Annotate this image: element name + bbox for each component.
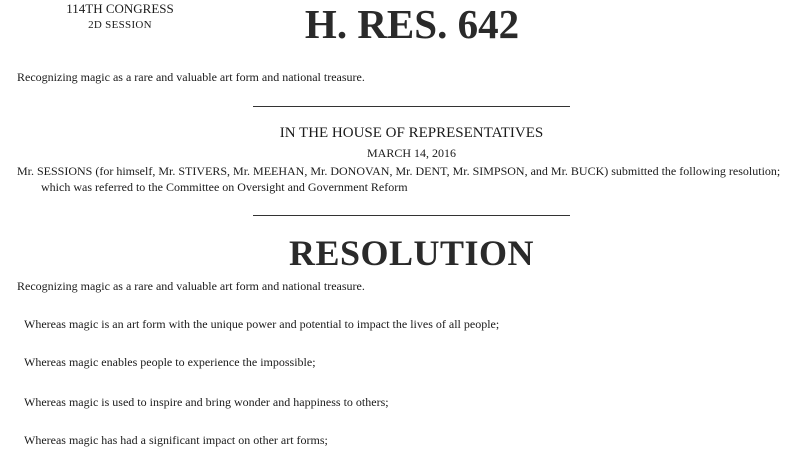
whereas-clause: Whereas magic enables people to experience the impossible; <box>24 355 316 369</box>
whereas-clause: Whereas magic is an art form with the unique power and potential to impact the lives of all people; <box>24 317 500 331</box>
resolution-purpose: Recognizing magic as a rare and valuable art form and national treasure. <box>17 279 365 293</box>
congress-number: 114TH CONGRESS <box>66 1 174 16</box>
bill-number: H. RES. 642 <box>304 1 520 47</box>
whereas-clause: Whereas magic has had a significant impact on other art forms; <box>24 433 328 447</box>
divider-top <box>253 106 570 107</box>
resolution-title: RESOLUTION <box>288 233 535 273</box>
sponsors-statement: Mr. SESSIONS (for himself, Mr. STIVERS, Mr. MEEHAN, Mr. DONOVAN, Mr. DENT, Mr. SIMPSON, and Mr. BUCK) submitted the following resolution; which was referred to the Committee on Oversight and Government Reform <box>17 164 781 194</box>
introduction-date: MARCH 14, 2016 <box>366 146 456 160</box>
chamber-heading: IN THE HOUSE OF REPRESENTATIVES <box>279 125 544 141</box>
short-title: Recognizing magic as a rare and valuable art form and national treasure. <box>17 70 365 84</box>
session-number: 2D SESSION <box>88 19 152 31</box>
whereas-clause: Whereas magic is used to inspire and bring wonder and happiness to others; <box>24 395 389 409</box>
congress-session-block <box>40 0 200 34</box>
divider-bottom <box>253 215 570 216</box>
